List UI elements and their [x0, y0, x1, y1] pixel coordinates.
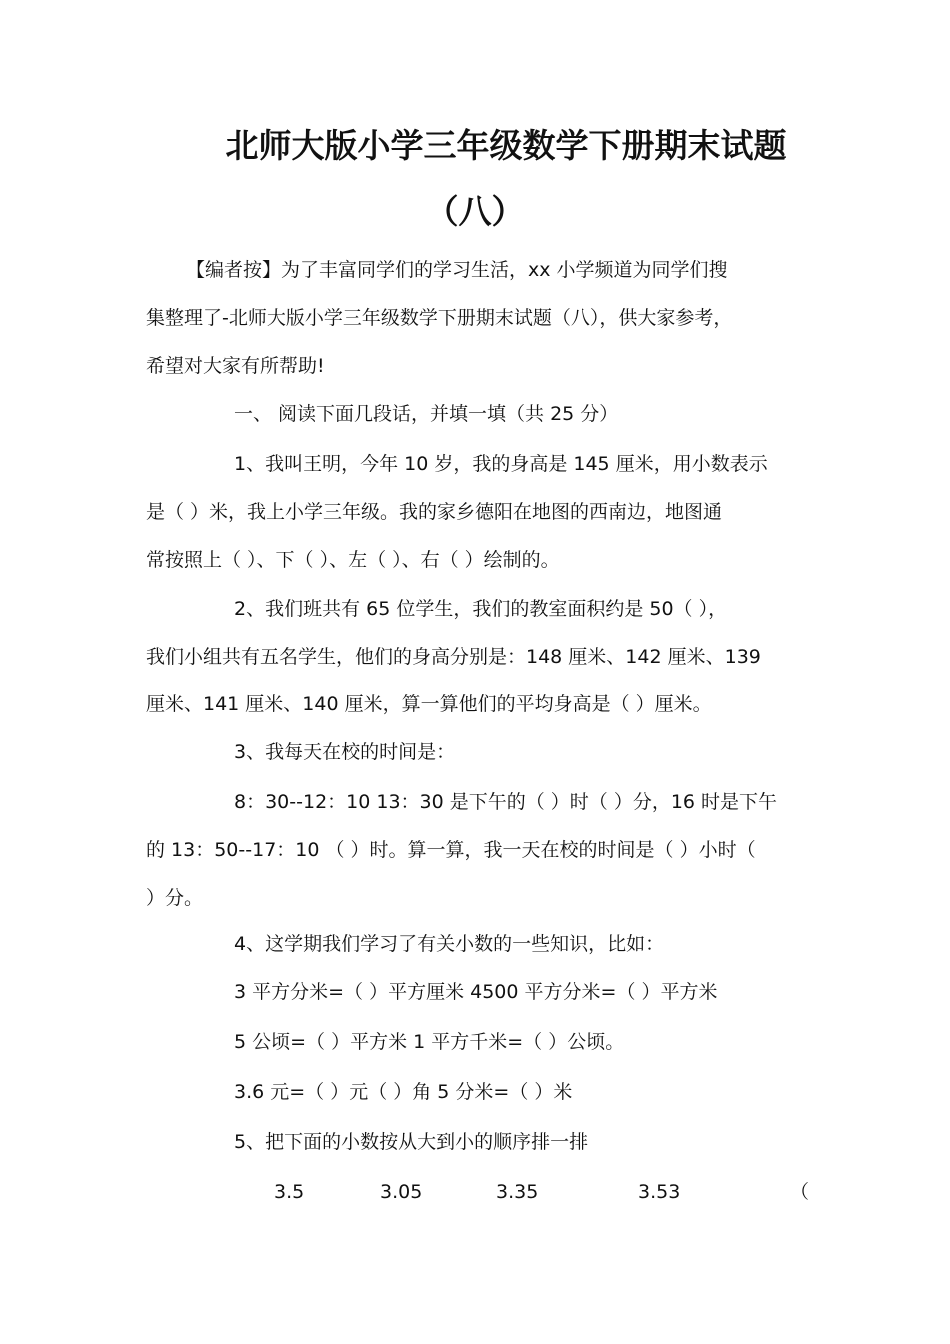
- question-4-row-2: 5 公顷=（ ）平方米 1 平方千米=（ ）公顷。: [234, 1031, 625, 1053]
- decimal-number: 3.05: [380, 1181, 423, 1203]
- decimal-number: 3.35: [496, 1181, 539, 1203]
- section-heading: 一、 阅读下面几段话，并填一填（共 25 分）: [234, 403, 619, 425]
- question-5-heading: 5、把下面的小数按从大到小的顺序排一排: [234, 1131, 589, 1153]
- answer-paren: （: [790, 1181, 810, 1203]
- question-4-row-3: 3.6 元=（ ）元（ ）角 5 分米=（ ）米: [234, 1081, 573, 1103]
- question-5-numbers: [0, 1180, 950, 1210]
- question-2-line-2: 我们小组共有五名学生，他们的身高分别是：148 厘米、142 厘米、139: [146, 646, 761, 668]
- question-3-line-4: ）分。: [146, 887, 204, 909]
- decimal-number: 3.5: [274, 1181, 305, 1203]
- question-2-line-3: 厘米、141 厘米、140 厘米，算一算他们的平均身高是（ ）厘米。: [146, 693, 712, 715]
- question-3-line-1: 3、我每天在校的时间是：: [234, 741, 456, 763]
- question-2-line-1: 2、我们班共有 65 位学生，我们的教室面积约是 50（ ），: [234, 598, 728, 620]
- question-1-line-1: 1、我叫王明，今年 10 岁，我的身高是 145 厘米，用小数表示: [234, 453, 768, 475]
- decimal-number: 3.53: [638, 1181, 681, 1203]
- question-3-line-3: 的 13：50--17：10 （ ）时。算一算，我一天在校的时间是（ ）小时（: [146, 839, 756, 861]
- intro-line-2: 集整理了-北师大版小学三年级数学下册期末试题（八），供大家参考，: [146, 307, 733, 329]
- question-4-row-1: 3 平方分米=（ ）平方厘米 4500 平方分米=（ ）平方米: [234, 981, 718, 1003]
- intro-line-1: 【编者按】为了丰富同学们的学习生活，xx 小学频道为同学们搜: [186, 259, 728, 281]
- question-1-line-3: 常按照上（ ）、下（ ）、左（ ）、右（ ）绘制的。: [146, 549, 560, 571]
- intro-line-3: 希望对大家有所帮助!: [146, 355, 325, 377]
- question-1-line-2: 是（ ）米，我上小学三年级。我的家乡德阳在地图的西南边，地图通: [146, 501, 723, 523]
- document-title: 北师大版小学三年级数学下册期末试题: [225, 126, 787, 165]
- document-title-number: （八）: [425, 192, 525, 231]
- question-3-line-2: 8：30--12：10 13：30 是下午的（ ）时（ ）分，16 时是下午: [234, 791, 778, 813]
- question-4-heading: 4、这学期我们学习了有关小数的一些知识，比如：: [234, 933, 665, 955]
